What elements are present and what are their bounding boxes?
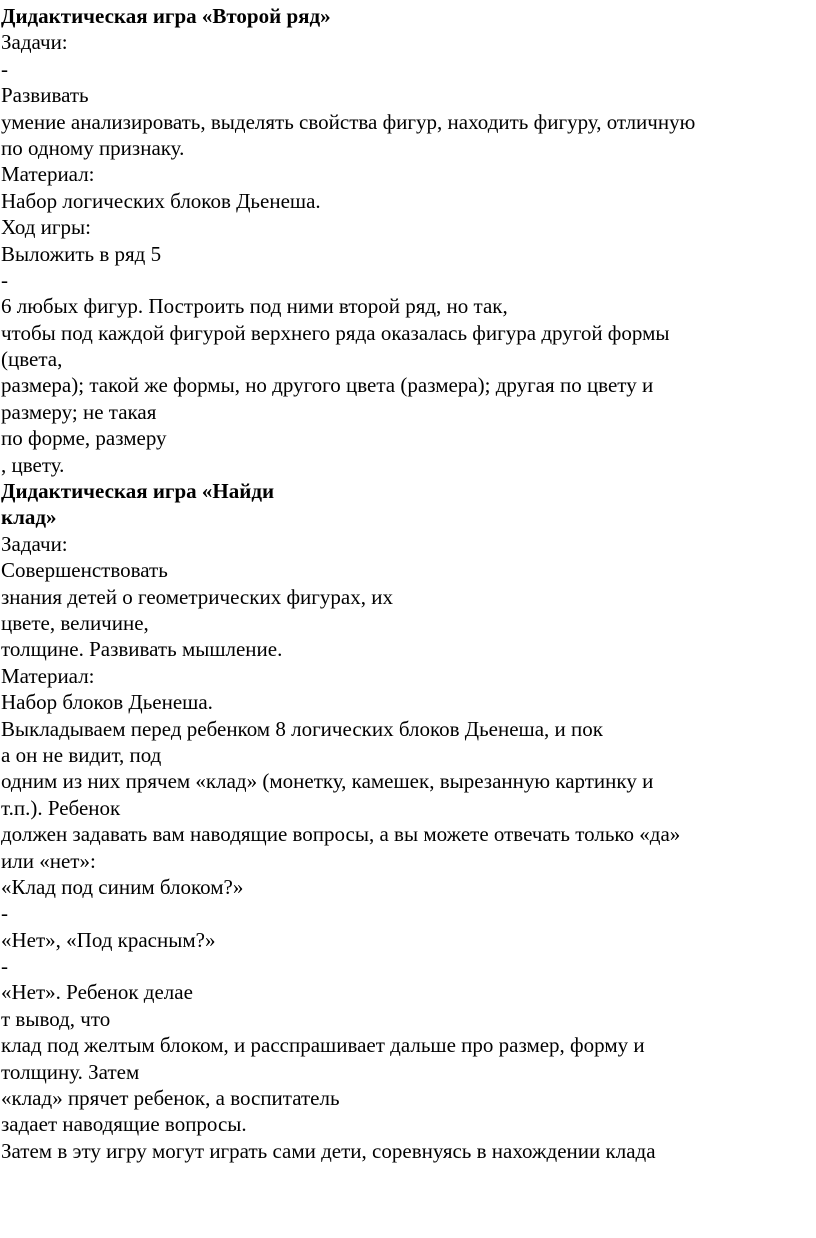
text-line: Затем в эту игру могут играть сами дети, соревнуясь в нахождении клада [1, 1138, 656, 1163]
text-line: , цвету. [1, 452, 65, 477]
text-line: толщине. Развивать мышление. [1, 637, 283, 662]
text-line: клад под желтым блоком, и расспрашивает дальше про размер, форму и [1, 1033, 645, 1058]
text-line: - [1, 56, 8, 81]
text-line: Развивать [1, 83, 89, 108]
text-line: (цвета, [1, 347, 63, 372]
text-line: Набор блоков Дьенеша. [1, 690, 213, 715]
text-line: Выкладываем перед ребенком 8 логических блоков Дьенеша, и пок [1, 716, 603, 741]
text-line: «Клад под синим блоком?» [1, 874, 244, 899]
text-line: должен задавать вам наводящие вопросы, а вы можете отвечать только «да» [1, 822, 681, 847]
text-line: Материал: [1, 663, 95, 688]
document-body [1, 3, 815, 1164]
text-line: цвете, величине, [1, 610, 149, 635]
text-line: Набор логических блоков Дьенеша. [1, 188, 321, 213]
text-line: Ход игры: [1, 215, 91, 240]
text-line: размера); такой же формы, но другого цвета (размера); другая по цвету и [1, 373, 654, 398]
text-line: «Нет». Ребенок делае [1, 980, 193, 1005]
text-line: а он не видит, под [1, 742, 162, 767]
text-line: задает наводящие вопросы. [1, 1112, 247, 1137]
text-line: или «нет»: [1, 848, 96, 873]
text-line: знания детей о геометрических фигурах, их [1, 584, 393, 609]
text-line: по форме, размеру [1, 426, 167, 451]
text-line: Задачи: [1, 531, 68, 556]
text-line: по одному признаку. [1, 135, 185, 160]
section-heading-line: клад» [1, 505, 57, 530]
text-line: одним из них прячем «клад» (монетку, камешек, вырезанную картинку и [1, 769, 654, 794]
text-line: т вывод, что [1, 1006, 111, 1031]
text-line: Выложить в ряд 5 [1, 241, 162, 266]
text-line: Задачи: [1, 30, 68, 55]
section-heading-line: Дидактическая игра «Второй ряд» [1, 4, 331, 28]
text-line: чтобы под каждой фигурой верхнего ряда оказалась фигура другой формы [1, 320, 670, 345]
text-line: - [1, 954, 8, 979]
text-line: 6 любых фигур. Построить под ними второй ряд, но так, [1, 294, 508, 319]
text-line: - [1, 267, 8, 292]
text-line: Материал: [1, 162, 95, 187]
text-line: т.п.). Ребенок [1, 795, 121, 820]
text-line: «клад» прячет ребенок, а воспитатель [1, 1086, 340, 1111]
text-line: «Нет», «Под красным?» [1, 927, 216, 952]
text-line: размеру; не такая [1, 399, 157, 424]
text-line: - [1, 901, 8, 926]
text-line: умение анализировать, выделять свойства фигур, находить фигуру, отличную [1, 109, 696, 134]
section-heading-line: Дидактическая игра «Найди [1, 479, 275, 504]
text-line: Совершенствовать [1, 558, 168, 583]
text-line: толщину. Затем [1, 1059, 140, 1084]
